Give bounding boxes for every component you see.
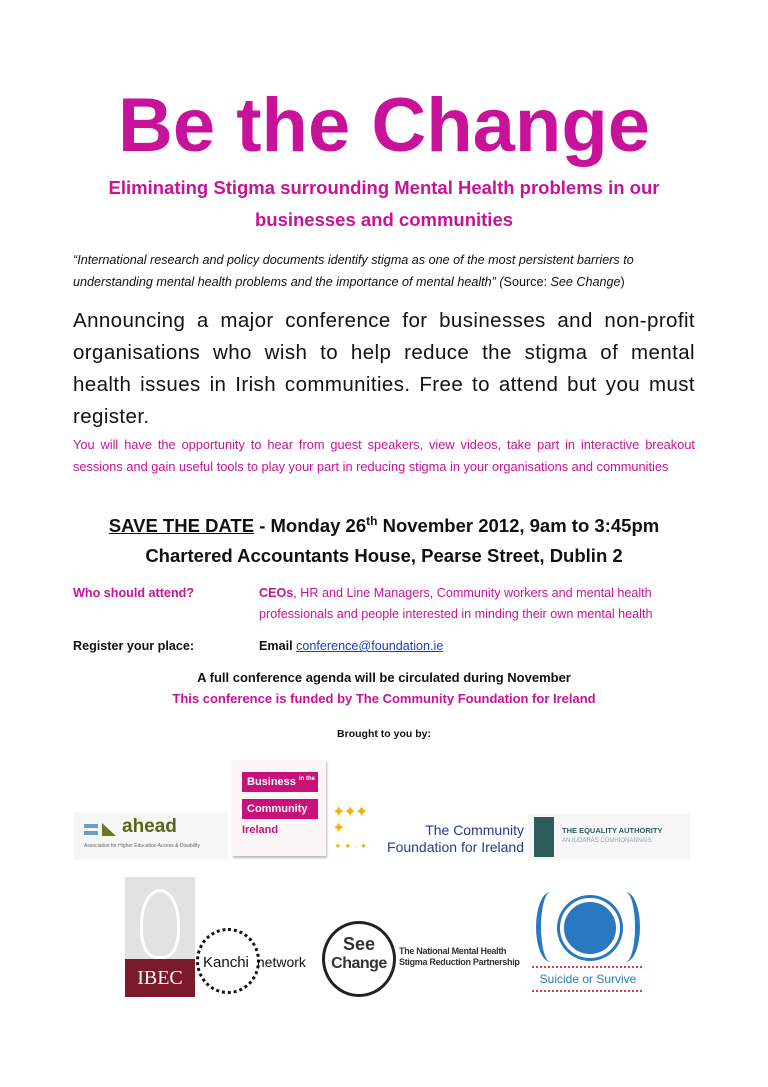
ibec-logo [125, 877, 195, 997]
quote-source: See Change [550, 275, 621, 289]
bitc-small: in the [298, 776, 315, 782]
stars-icon: ✦✦✦✦ [332, 804, 367, 837]
subtitle-line-1: Eliminating Stigma surrounding Mental Health problems in our [108, 177, 660, 198]
quote-line-1: “International research and policy documents identify stigma as one of the most persistent barriers to [73, 253, 634, 267]
attend-label: Who should attend? [73, 586, 195, 600]
ahead-name: ahead [122, 816, 177, 837]
kanchi-logo [203, 954, 306, 971]
page-title: Be the Change [117, 83, 651, 168]
change-text: Change [331, 955, 387, 972]
agenda-note: A full conference agenda will be circulated during November [197, 670, 571, 685]
cfi-line-1: The Community [425, 822, 524, 838]
announcement: Announcing a major conference for businesses and non-profit organisations who wish to help reduce the stigma of mental health issues in Irish communities. Free to attend but you must register. [73, 309, 695, 428]
ahead-logo [74, 812, 228, 860]
attend-line-1: , HR and Line Managers, Community workers and mental health [293, 586, 652, 600]
equality-line-2: AN tÚDARÁS COMHIONANNAIS [562, 838, 652, 844]
see-text: See [342, 934, 376, 954]
source-label: Source: [503, 275, 551, 289]
equality-line-1: THE EQUALITY AUTHORITY [562, 826, 663, 835]
bitc-line-3: Ireland [242, 824, 279, 836]
small-stars-icon: ✦ ✦ · ✦ [334, 841, 368, 851]
cfi-line-2: Foundation for Ireland [387, 839, 524, 855]
email-link[interactable]: conference@foundation.ie [296, 639, 444, 653]
suicide-or-survive-logo [530, 890, 646, 1000]
brought-to-you-by: Brought to you by: [337, 728, 431, 740]
ahead-tagline: Association for Higher Education Access & Disability [84, 843, 200, 849]
date-part: - Monday 26 [254, 515, 367, 537]
kanchi-name: Kanchi [203, 954, 249, 971]
date-sup: th [366, 514, 378, 528]
attend-line-2: professionals and people interested in minding their own mental health [259, 607, 653, 621]
attend-bold: CEOs [259, 586, 294, 600]
attend-text [259, 583, 699, 625]
register-text [259, 636, 443, 657]
quote-line-2: understanding mental health problems and the importance of mental health” ( [73, 275, 504, 289]
bitc-logo [232, 760, 326, 856]
quote [73, 249, 713, 293]
ibec-text: IBEC [125, 959, 195, 997]
quote-close: ) [620, 275, 625, 289]
save-date-label: SAVE THE DATE [108, 515, 255, 537]
equality-authority-logo [528, 814, 690, 860]
funded-note: This conference is funded by The Community Foundation for Ireland [172, 691, 596, 706]
see-change-line-2: Stigma Reduction Partnership [399, 957, 520, 967]
date-part-2: November 2012, 9am to 3:45pm [377, 515, 660, 537]
opportunity-text: You will have the opportunity to hear from guest speakers, view videos, take part in interactive breakout sessions and gain useful tools to play your part in reducing stigma in your organisations and communities [73, 437, 695, 474]
venue: Chartered Accountants House, Pearse Street, Dublin 2 [145, 545, 623, 566]
subtitle-line-2: businesses and communities [254, 209, 514, 230]
see-change-logo [322, 921, 396, 997]
community-foundation-logo [332, 805, 524, 861]
sos-text: Suicide or Survive [539, 972, 637, 986]
bitc-line-1: Business [247, 776, 296, 788]
kanchi-network: network [256, 954, 306, 970]
see-change-tagline [399, 946, 520, 968]
register-label: Register your place: [73, 639, 195, 653]
bitc-line-2: Community [242, 799, 318, 819]
save-the-date [0, 514, 768, 537]
email-prefix: Email [259, 639, 297, 653]
see-change-line-1: The National Mental Health [399, 946, 507, 956]
